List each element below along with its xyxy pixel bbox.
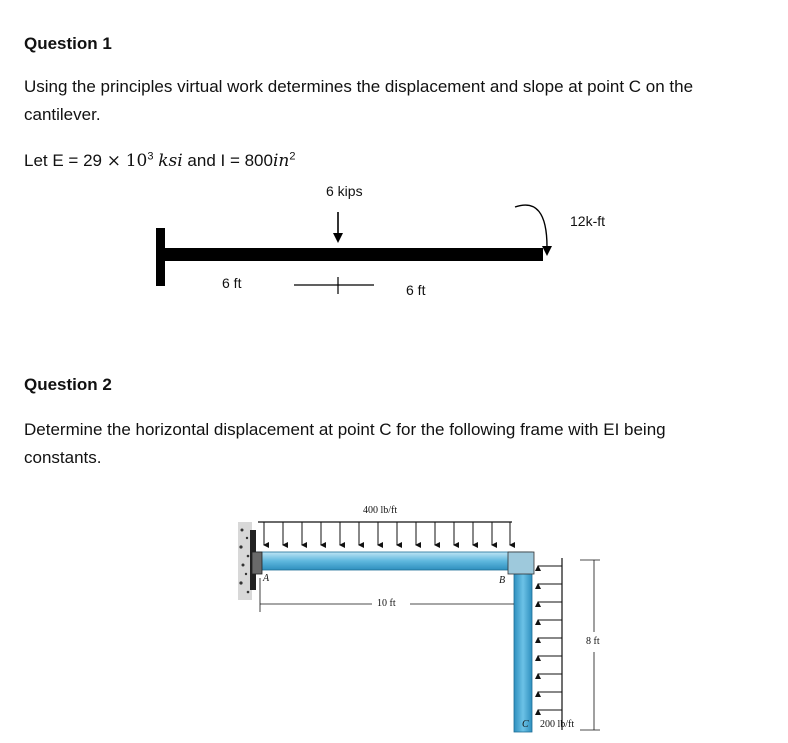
times-symbol: × (106, 151, 121, 171)
ten-base: 10 (125, 151, 148, 171)
horizontal-member (256, 552, 528, 570)
top-distributed-load (258, 522, 512, 545)
ksi-unit: ksi (158, 151, 183, 171)
support-plate (252, 552, 262, 574)
top-load-label: 400 lb/ft (363, 505, 398, 516)
exp-2: 2 (289, 150, 296, 163)
point-a-label: A (263, 573, 270, 584)
q1-heading: Question 1 (24, 34, 112, 53)
given-prefix: Let E = 29 (24, 151, 102, 170)
in-unit: in (272, 151, 290, 171)
corner-joint (508, 552, 534, 574)
side-distributed-load (538, 558, 562, 730)
q2-body-line2: constants. (24, 448, 102, 467)
q2-body-line1: Determine the horizontal displacement at point C for the following frame with EI being (24, 420, 666, 439)
dim-left-label: 6 ft (222, 275, 242, 291)
and-i-text: and I = 800 (187, 151, 273, 170)
span-label: 10 ft (377, 598, 396, 609)
dim-right-label: 6 ft (406, 282, 426, 298)
point-b-label: B (499, 575, 506, 586)
moment-label: 12k-ft (570, 213, 606, 229)
side-load-label: 200 lb/ft (540, 719, 575, 730)
q2-heading: Question 2 (24, 375, 112, 394)
height-label: 8 ft (586, 636, 600, 647)
q1-body-line2: cantilever. (24, 105, 101, 124)
vertical-member (514, 552, 532, 732)
load-label: 6 kips (326, 183, 363, 199)
q1-body-line1: Using the principles virtual work determines the displacement and slope at point C on the (24, 77, 694, 96)
exp-3: 3 (147, 150, 154, 163)
point-c-label: C (522, 719, 529, 730)
